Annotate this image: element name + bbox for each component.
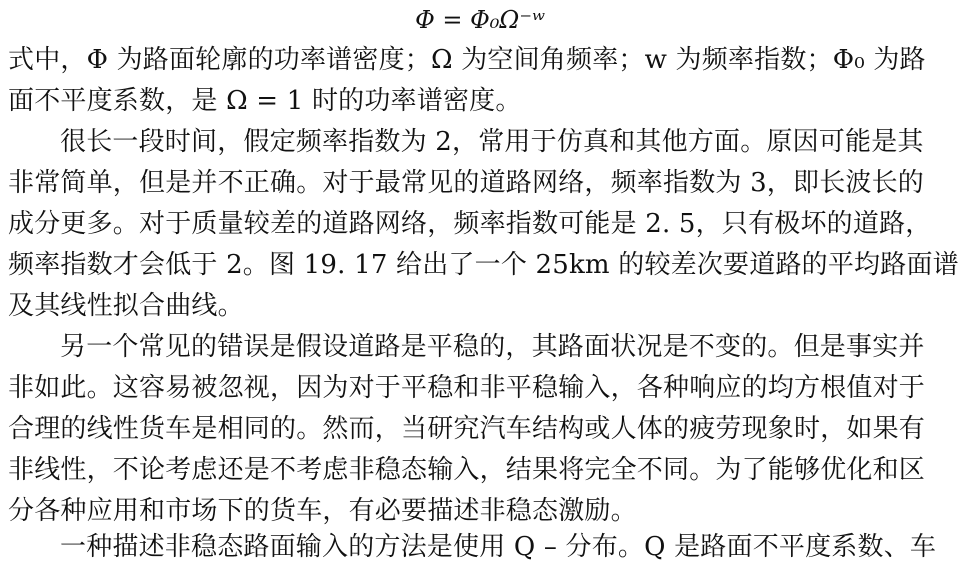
paragraph-line: 成分更多。对于质量较差的道路网络，频率指数可能是 2. 5，只有极坏的道路， [8, 209, 932, 239]
paragraph-line: 很长一段时间，假定频率指数为 2，常用于仿真和其他方面。原因可能是其 [60, 127, 924, 157]
paragraph-line: 另一个常见的错误是假设道路是平稳的，其路面状况是不变的。但是事实并 [60, 332, 925, 362]
paragraph-line: 非常简单，但是并不正确。对于最常见的道路网络，频率指数为 3，即长波长的 [8, 168, 925, 198]
paragraph-line: 非线性，不论考虑还是不考虑非稳态输入，结果将完全不同。为了能够优化和区 [8, 455, 926, 485]
paragraph-line: 式中，Φ 为路面轮廓的功率谱密度；Ω 为空间角频率；w 为频率指数；Φ₀ 为路 [8, 45, 926, 75]
paragraph-4 [8, 527, 948, 568]
paragraph-3 [8, 327, 948, 532]
paragraph-2 [8, 122, 959, 327]
paragraph-line: 分各种应用和市场下的货车，有必要描述非稳态激励。 [8, 496, 637, 526]
paragraph-1 [8, 40, 948, 122]
paragraph-line: 及其线性拟合曲线。 [8, 291, 244, 321]
paragraph-line: 频率指数才会低于 2。图 19. 17 给出了一个 25km 的较差次要道路的平均路面谱 [8, 250, 959, 280]
paragraph-line: 面不平度系数，是 Ω = 1 时的功率谱密度。 [8, 86, 522, 116]
paragraph-line: 合理的线性货车是相同的。然而，当研究汽车结构或人体的疲劳现象时，如果有 [8, 414, 926, 444]
paragraph-line: 一种描述非稳态路面输入的方法是使用 Q – 分布。Q 是路面不平度系数、车 [60, 532, 937, 562]
paragraph-line: 非如此。这容易被忽视，因为对于平稳和非平稳输入，各种响应的均方根值对于 [8, 373, 926, 403]
formula: Φ = Φ₀Ω⁻ʷ [415, 6, 545, 34]
